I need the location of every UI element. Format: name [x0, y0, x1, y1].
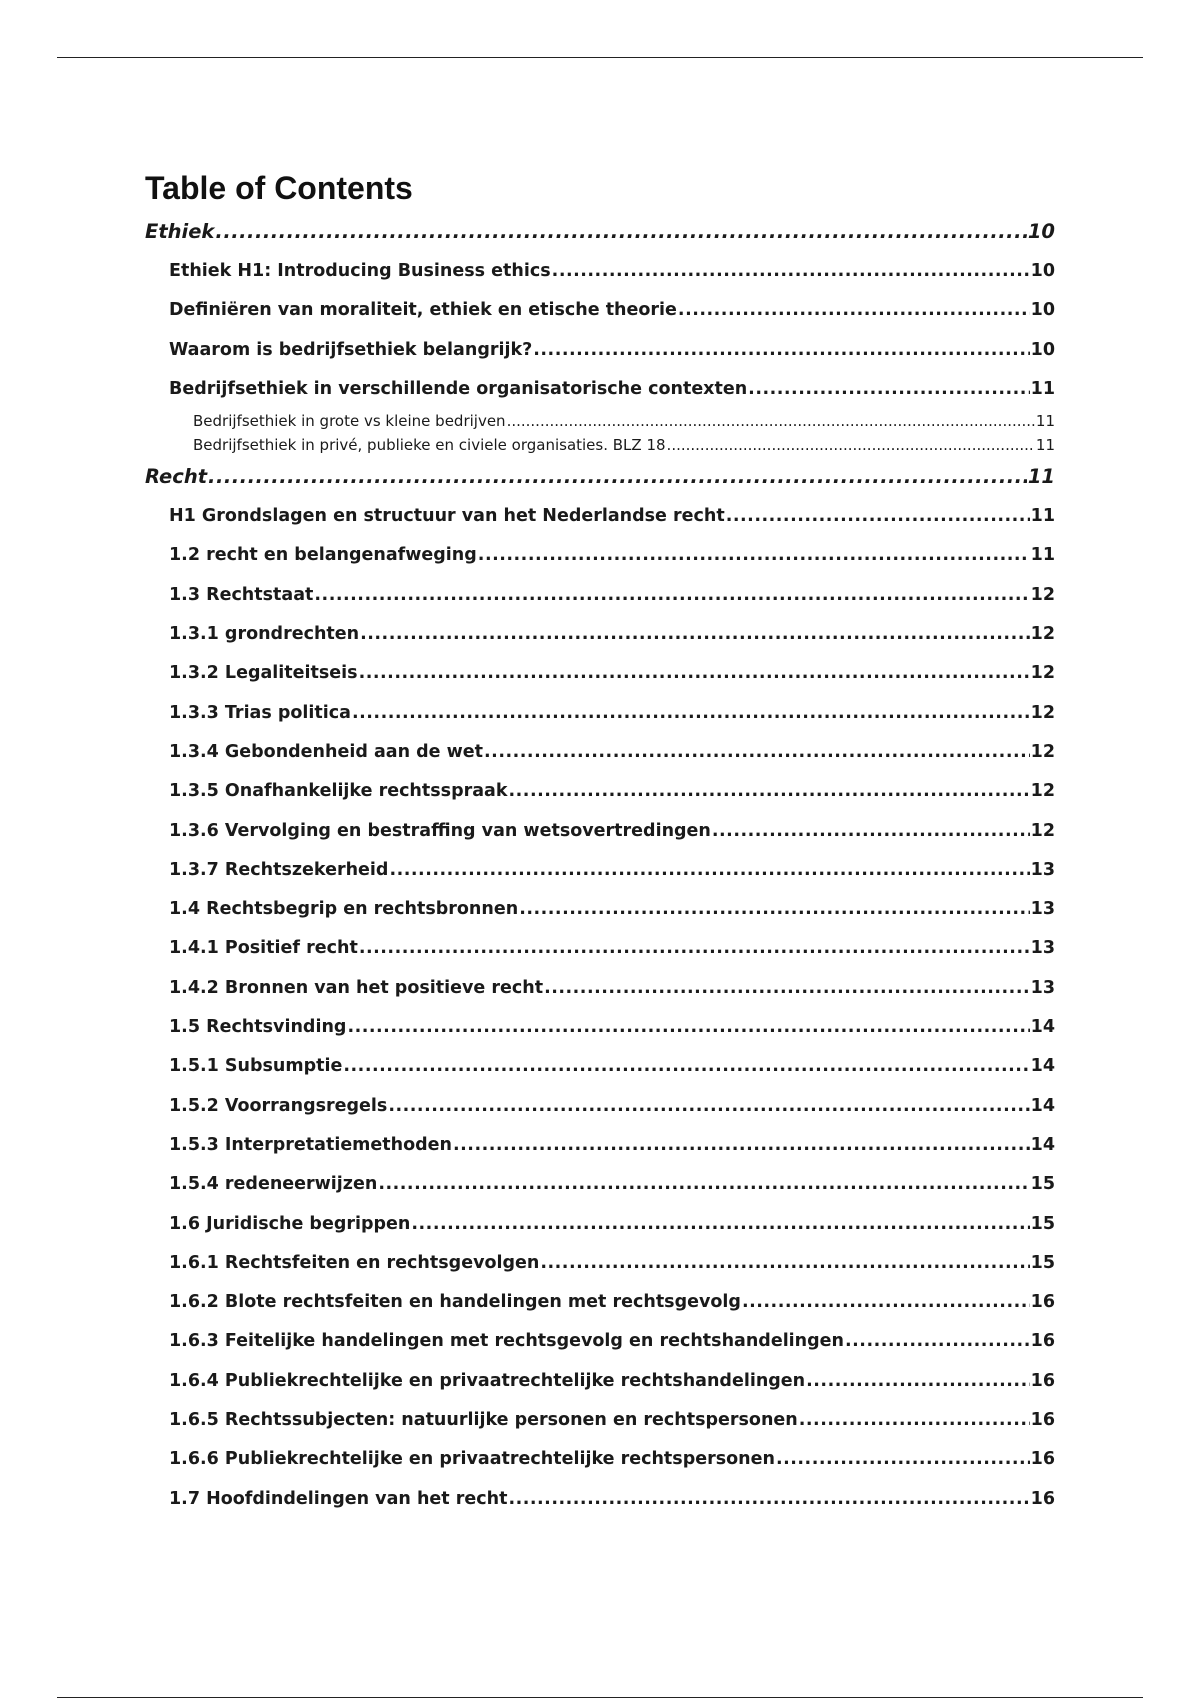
toc-entry-level-2[interactable] — [145, 291, 1055, 330]
toc-entry-page-number: 13 — [1030, 859, 1055, 880]
dot-leader — [519, 890, 1029, 929]
dot-leader — [507, 409, 1035, 433]
toc-entry-level-3[interactable] — [145, 409, 1055, 433]
dot-leader — [806, 1362, 1030, 1401]
toc-entry-level-2[interactable] — [145, 1126, 1055, 1165]
dot-leader — [411, 1205, 1029, 1244]
toc-entry-level-2[interactable] — [145, 812, 1055, 851]
dot-leader — [453, 1126, 1030, 1165]
toc-entry-level-2[interactable] — [145, 497, 1055, 536]
toc-entry-page-number: 13 — [1030, 938, 1055, 959]
toc-entry-page-number: 11 — [1027, 465, 1055, 489]
toc-entry-label: 1.5 Rechtsvinding — [169, 1017, 347, 1038]
toc-entry-page-number: 15 — [1030, 1252, 1055, 1273]
toc-entry-level-1[interactable] — [145, 457, 1055, 497]
toc-entry-label: 1.6.2 Blote rechtsfeiten en handelingen met rechtsgevolg — [169, 1292, 741, 1313]
toc-entry-page-number: 15 — [1030, 1174, 1055, 1195]
dot-leader — [799, 1401, 1030, 1440]
toc-entry-label: Definiëren van moraliteit, ethiek en etische theorie — [169, 300, 677, 321]
toc-entry-level-2[interactable] — [145, 733, 1055, 772]
toc-entry-page-number: 14 — [1030, 1056, 1055, 1077]
toc-entry-label: 1.5.1 Subsumptie — [169, 1056, 343, 1077]
toc-entry-level-3[interactable] — [145, 433, 1055, 457]
toc-entry-label: Bedrijfsethiek in privé, publieke en civiele organisaties. BLZ 18 — [193, 436, 666, 455]
toc-entry-label: 1.6 Juridische begrippen — [169, 1213, 411, 1234]
dot-leader — [776, 1440, 1030, 1479]
footer-rule — [57, 1697, 1143, 1698]
toc-entry-page-number: 10 — [1030, 300, 1055, 321]
toc-entry-page-number: 16 — [1030, 1410, 1055, 1431]
toc-entry-page-number: 11 — [1035, 412, 1055, 431]
dot-leader — [343, 1047, 1029, 1086]
toc-entry-label: 1.5.3 Interpretatiemethoden — [169, 1134, 452, 1155]
toc-entry-page-number: 11 — [1030, 506, 1055, 527]
dot-leader — [389, 851, 1029, 890]
toc-entry-level-2[interactable] — [145, 654, 1055, 693]
toc-entry-level-2[interactable] — [145, 615, 1055, 654]
toc-entry-level-2[interactable] — [145, 969, 1055, 1008]
toc-list — [145, 212, 1055, 1519]
toc-entry-label: H1 Grondslagen en structuur van het Nederlandse recht — [169, 506, 725, 527]
toc-entry-page-number: 16 — [1030, 1331, 1055, 1352]
toc-entry-page-number: 10 — [1027, 220, 1055, 243]
toc-entry-label: Bedrijfsethiek in grote vs kleine bedrijven — [193, 412, 506, 431]
toc-entry-level-2[interactable] — [145, 1047, 1055, 1086]
toc-entry-level-2[interactable] — [145, 851, 1055, 890]
toc-entry-page-number: 14 — [1030, 1017, 1055, 1038]
toc-entry-label: 1.2 recht en belangenafweging — [169, 545, 477, 566]
toc-entry-level-2[interactable] — [145, 1322, 1055, 1361]
toc-entry-level-2[interactable] — [145, 929, 1055, 968]
toc-entry-page-number: 16 — [1030, 1488, 1055, 1509]
toc-entry-label: 1.6.3 Feitelijke handelingen met rechtsgevolg en rechtshandelingen — [169, 1331, 844, 1352]
toc-entry-level-2[interactable] — [145, 1283, 1055, 1322]
dot-leader — [667, 433, 1035, 457]
dot-leader — [359, 929, 1030, 968]
toc-entry-level-2[interactable] — [145, 1440, 1055, 1479]
dot-leader — [726, 497, 1030, 536]
dot-leader — [478, 536, 1030, 575]
dot-leader — [845, 1322, 1030, 1361]
toc-title: Table of Contents — [145, 170, 413, 206]
dot-leader — [509, 772, 1030, 811]
toc-entry-label: 1.6.1 Rechtsfeiten en rechtsgevolgen — [169, 1252, 540, 1273]
toc-entry-level-2[interactable] — [145, 536, 1055, 575]
toc-entry-label: Ethiek H1: Introducing Business ethics — [169, 261, 551, 281]
toc-entry-level-2[interactable] — [145, 1165, 1055, 1204]
toc-entry-label: 1.6.4 Publiekrechtelijke en privaatrechtelijke rechtshandelingen — [169, 1370, 806, 1391]
dot-leader — [388, 1087, 1029, 1126]
toc-entry-page-number: 12 — [1030, 624, 1055, 645]
toc-entry-label: 1.3.4 Gebondenheid aan de wet — [169, 741, 484, 762]
toc-entry-label: 1.6.6 Publiekrechtelijke en privaatrechtelijke rechtspersonen — [169, 1449, 775, 1470]
toc-entry-label: 1.3 Rechtstaat — [169, 584, 314, 605]
toc-entry-level-2[interactable] — [145, 1480, 1055, 1519]
toc-entry-label: 1.6.5 Rechtssubjecten: natuurlijke personen en rechtspersonen — [169, 1410, 798, 1431]
dot-leader — [359, 654, 1030, 693]
toc-entry-level-2[interactable] — [145, 1205, 1055, 1244]
toc-entry-level-1[interactable] — [145, 212, 1055, 252]
toc-entry-level-2[interactable] — [145, 1244, 1055, 1283]
toc-entry-label: 1.3.6 Vervolging en bestraffing van wetsovertredingen — [169, 820, 711, 841]
toc-entry-label: 1.3.7 Rechtszekerheid — [169, 859, 389, 880]
toc-entry-label: Recht — [145, 465, 208, 489]
toc-entry-label: Ethiek — [145, 220, 215, 243]
toc-entry-label: 1.4.2 Bronnen van het positieve recht — [169, 977, 544, 998]
toc-entry-label: 1.7 Hoofdindelingen van het recht — [169, 1488, 508, 1509]
dot-leader — [352, 694, 1030, 733]
dot-leader — [678, 291, 1030, 330]
toc-entry-label: 1.4.1 Positief recht — [169, 938, 358, 959]
toc-entry-page-number: 16 — [1030, 1292, 1055, 1313]
toc-entry-level-2[interactable] — [145, 576, 1055, 615]
toc-entry-page-number: 11 — [1035, 436, 1055, 455]
toc-entry-level-2[interactable] — [145, 370, 1055, 409]
toc-entry-page-number: 12 — [1030, 820, 1055, 841]
toc-entry-page-number: 15 — [1030, 1213, 1055, 1234]
toc-entry-page-number: 12 — [1030, 741, 1055, 762]
toc-entry-page-number: 12 — [1030, 584, 1055, 605]
dot-leader — [508, 1480, 1029, 1519]
toc-entry-page-number: 16 — [1030, 1449, 1055, 1470]
toc-entry-label: Bedrijfsethiek in verschillende organisatorische contexten — [169, 378, 748, 399]
toc-entry-level-2[interactable] — [145, 331, 1055, 370]
toc-entry-page-number: 11 — [1030, 545, 1055, 566]
toc-entry-label: 1.3.1 grondrechten — [169, 624, 360, 645]
toc-entry-page-number: 16 — [1030, 1370, 1055, 1391]
toc-entry-level-2[interactable] — [145, 772, 1055, 811]
toc-entry-label: Waarom is bedrijfsethiek belangrijk? — [169, 339, 533, 360]
toc-entry-label: 1.3.3 Trias politica — [169, 702, 351, 723]
toc-entry-label: 1.3.5 Onafhankelijke rechtsspraak — [169, 781, 508, 802]
toc-entry-level-2[interactable] — [145, 1401, 1055, 1440]
toc-entry-page-number: 10 — [1030, 339, 1055, 360]
table-of-contents — [145, 166, 1055, 1519]
toc-entry-label: 1.5.2 Voorrangsregels — [169, 1095, 388, 1116]
dot-leader — [540, 1244, 1029, 1283]
dot-leader — [712, 812, 1030, 851]
toc-entry-page-number: 10 — [1030, 261, 1055, 281]
dot-leader — [360, 615, 1030, 654]
dot-leader — [552, 252, 1030, 291]
dot-leader — [742, 1283, 1030, 1322]
toc-entry-page-number: 13 — [1030, 977, 1055, 998]
header-rule — [57, 57, 1143, 58]
toc-entry-label: 1.4 Rechtsbegrip en rechtsbronnen — [169, 899, 519, 920]
toc-entry-label: 1.3.2 Legaliteitseis — [169, 663, 358, 684]
toc-entry-page-number: 11 — [1030, 378, 1055, 399]
toc-entry-label: 1.5.4 redeneerwijzen — [169, 1174, 378, 1195]
dot-leader — [208, 457, 1027, 497]
dot-leader — [215, 212, 1026, 252]
toc-entry-page-number: 12 — [1030, 781, 1055, 802]
dot-leader — [533, 331, 1029, 370]
dot-leader — [347, 1008, 1029, 1047]
dot-leader — [378, 1165, 1029, 1204]
toc-entry-level-2[interactable] — [145, 1087, 1055, 1126]
toc-entry-page-number: 12 — [1030, 663, 1055, 684]
toc-entry-page-number: 14 — [1030, 1095, 1055, 1116]
toc-entry-level-2[interactable] — [145, 252, 1055, 291]
dot-leader — [314, 576, 1029, 615]
dot-leader — [484, 733, 1030, 772]
toc-entry-level-2[interactable] — [145, 694, 1055, 733]
toc-entry-level-2[interactable] — [145, 890, 1055, 929]
toc-entry-page-number: 14 — [1030, 1134, 1055, 1155]
toc-entry-level-2[interactable] — [145, 1362, 1055, 1401]
dot-leader — [748, 370, 1029, 409]
dot-leader — [544, 969, 1030, 1008]
toc-entry-page-number: 12 — [1030, 702, 1055, 723]
toc-entry-page-number: 13 — [1030, 899, 1055, 920]
toc-entry-level-2[interactable] — [145, 1008, 1055, 1047]
